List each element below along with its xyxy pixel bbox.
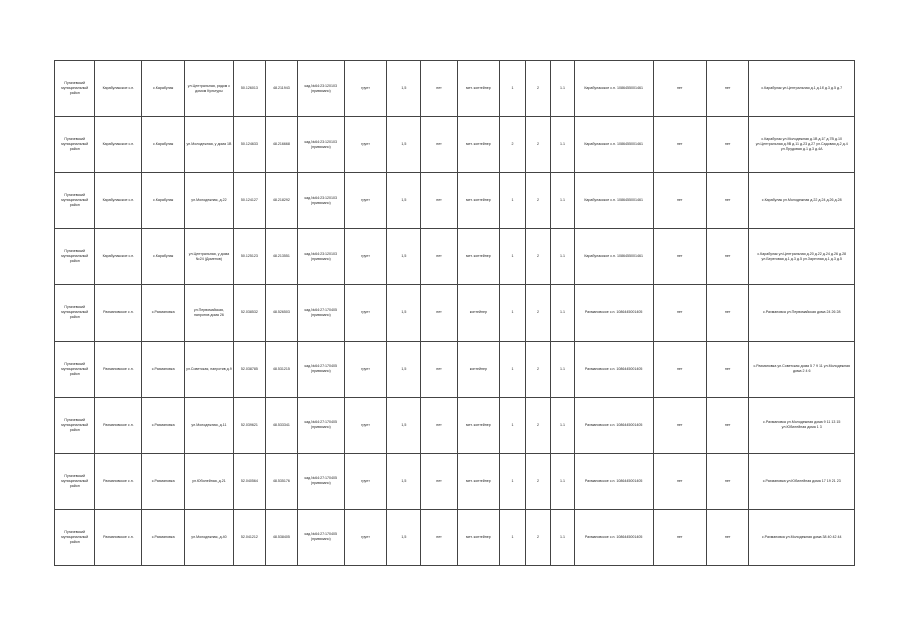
cell-size: 1,5 [387, 229, 421, 285]
cell-count1: 1 [500, 509, 526, 565]
cell-lat: 52.039621 [233, 397, 265, 453]
cell-count1: 1 [500, 173, 526, 229]
table-body [55, 61, 855, 566]
cell-fence: нет [421, 397, 457, 453]
cell-fence: нет [421, 509, 457, 565]
cell-count2: 2 [525, 229, 551, 285]
cell-size: 1,5 [387, 61, 421, 117]
cell-type: мет. контейнер [457, 173, 500, 229]
cell-settlement: Карабулакское с.п. [95, 173, 142, 229]
registry-table [54, 60, 855, 566]
cell-district: Пугачевский муниципальный район [55, 285, 95, 341]
cell-count1: 1 [500, 397, 526, 453]
cell-sources: с.Рахмановка ул.Молодежная дома 9 11 13 15 ул.Юбилейная дома 1 3 [749, 397, 855, 453]
cell-address: ул.Советская, напротив д.9 [184, 341, 233, 397]
cell-type: мет. контейнер [457, 117, 500, 173]
cell-lon: 48.218292 [265, 173, 297, 229]
cell-area: кад.№64:23:120103 (привязано) [297, 173, 344, 229]
cell-locality: с.Карабулак [142, 61, 185, 117]
cell-extra1: нет [653, 173, 706, 229]
cell-lon: 48.216668 [265, 117, 297, 173]
cell-cover: грунт [344, 173, 387, 229]
cell-locality: с.Рахмановка [142, 453, 185, 509]
cell-address: ул.Центральная, у дома №24 (Доменов) [184, 229, 233, 285]
cell-area: кад.№64:23:120103 (привязано) [297, 61, 344, 117]
cell-fence: нет [421, 61, 457, 117]
cell-count1: 1 [500, 61, 526, 117]
cell-settlement: Карабулакское с.п. [95, 61, 142, 117]
cell-count1: 1 [500, 453, 526, 509]
cell-count1: 1 [500, 341, 526, 397]
cell-area: кад.№64:27:170405 (привязано) [297, 341, 344, 397]
cell-address: ул.Молодежная, д.22 [184, 173, 233, 229]
cell-cover: грунт [344, 453, 387, 509]
cell-type: мет. контейнер [457, 61, 500, 117]
cell-locality: с.Карабулак [142, 229, 185, 285]
cell-extra1: нет [653, 453, 706, 509]
cell-lat: 52.041212 [233, 509, 265, 565]
cell-area: кад.№64:27:170405 (привязано) [297, 285, 344, 341]
cell-sources: с.Карабулак ул.Центральная д.20 д.22 д.24 д.26 д.28 ул.Береговая д.1 д.3 д.5 ул.Заречная д.1 д.3 д.5 [749, 229, 855, 285]
cell-count2: 2 [525, 453, 551, 509]
cell-owner: Карабулакское с.п. 1086455001461 [574, 61, 653, 117]
cell-sources: с.Карабулак ул.Молодежная д.22 д.24 д.26 д.28 [749, 173, 855, 229]
cell-lat: 50.125123 [233, 229, 265, 285]
cell-type: контейнер [457, 341, 500, 397]
table-row [55, 509, 855, 565]
cell-area: кад.№64:27:170405 (привязано) [297, 453, 344, 509]
cell-extra2: нет [706, 61, 749, 117]
cell-volume: 1.1 [551, 397, 574, 453]
cell-fence: нет [421, 173, 457, 229]
cell-count1: 2 [500, 117, 526, 173]
cell-lon: 48.533341 [265, 397, 297, 453]
cell-lon: 48.538405 [265, 509, 297, 565]
cell-settlement: Карабулакское с.п. [95, 229, 142, 285]
cell-count2: 2 [525, 117, 551, 173]
cell-extra2: нет [706, 173, 749, 229]
cell-type: мет. контейнер [457, 397, 500, 453]
cell-lon: 48.211943 [265, 61, 297, 117]
cell-cover: грунт [344, 117, 387, 173]
cell-district: Пугачевский муниципальный район [55, 341, 95, 397]
cell-extra1: нет [653, 229, 706, 285]
cell-lon: 48.531215 [265, 341, 297, 397]
cell-settlement: Рахмановское с.п. [95, 285, 142, 341]
cell-volume: 1.1 [551, 453, 574, 509]
cell-lat: 50.126013 [233, 61, 265, 117]
cell-owner: Рахмановское с.п. 1086445001405 [574, 397, 653, 453]
cell-volume: 1.1 [551, 229, 574, 285]
cell-type: мет. контейнер [457, 509, 500, 565]
cell-count2: 2 [525, 285, 551, 341]
cell-type: мет. контейнер [457, 453, 500, 509]
cell-volume: 1.1 [551, 509, 574, 565]
cell-size: 1,5 [387, 117, 421, 173]
cell-settlement: Рахмановское с.п. [95, 509, 142, 565]
cell-sources: с.Рахмановка ул.Первомайская дома 24 26 28 [749, 285, 855, 341]
cell-locality: с.Карабулак [142, 117, 185, 173]
cell-address: ул.Центральная, рядом с домом Культуры [184, 61, 233, 117]
cell-district: Пугачевский муниципальный район [55, 117, 95, 173]
cell-settlement: Рахмановское с.п. [95, 341, 142, 397]
cell-district: Пугачевский муниципальный район [55, 509, 95, 565]
table-row [55, 173, 855, 229]
cell-locality: с.Рахмановка [142, 397, 185, 453]
cell-owner: Карабулакское с.п. 1086455001461 [574, 229, 653, 285]
cell-extra1: нет [653, 285, 706, 341]
cell-settlement: Карабулакское с.п. [95, 117, 142, 173]
cell-lat: 50.124127 [233, 173, 265, 229]
cell-sources: с.Рахмановка ул.Юбилейная дома 17 19 21 23 [749, 453, 855, 509]
table-row [55, 453, 855, 509]
table-row [55, 341, 855, 397]
cell-district: Пугачевский муниципальный район [55, 397, 95, 453]
cell-area: кад.№64:27:170405 (привязано) [297, 397, 344, 453]
cell-lat: 52.038532 [233, 285, 265, 341]
cell-volume: 1.1 [551, 117, 574, 173]
cell-extra2: нет [706, 285, 749, 341]
cell-type: мет. контейнер [457, 229, 500, 285]
cell-locality: с.Рахмановка [142, 509, 185, 565]
cell-owner: Рахмановское с.п. 1086445001405 [574, 285, 653, 341]
cell-extra2: нет [706, 509, 749, 565]
table-row [55, 117, 855, 173]
cell-volume: 1.1 [551, 173, 574, 229]
cell-size: 1,5 [387, 509, 421, 565]
table-row [55, 229, 855, 285]
cell-area: кад.№64:27:170405 (привязано) [297, 509, 344, 565]
cell-extra1: нет [653, 61, 706, 117]
cell-owner: Карабулакское с.п. 1086455001461 [574, 117, 653, 173]
cell-volume: 1.1 [551, 285, 574, 341]
cell-settlement: Рахмановское с.п. [95, 453, 142, 509]
cell-locality: с.Рахмановка [142, 341, 185, 397]
cell-lat: 52.040564 [233, 453, 265, 509]
cell-owner: Карабулакское с.п. 1086455001461 [574, 173, 653, 229]
cell-cover: грунт [344, 285, 387, 341]
cell-extra1: нет [653, 397, 706, 453]
cell-extra2: нет [706, 341, 749, 397]
cell-cover: грунт [344, 341, 387, 397]
cell-address: ул.Молодежная, д.40 [184, 509, 233, 565]
cell-extra1: нет [653, 509, 706, 565]
cell-count1: 1 [500, 285, 526, 341]
cell-size: 1,5 [387, 341, 421, 397]
cell-locality: с.Рахмановка [142, 285, 185, 341]
cell-size: 1,5 [387, 453, 421, 509]
cell-owner: Рахмановское с.п. 1086445001405 [574, 509, 653, 565]
cell-size: 1,5 [387, 173, 421, 229]
cell-cover: грунт [344, 61, 387, 117]
table-row [55, 61, 855, 117]
cell-count2: 2 [525, 173, 551, 229]
cell-fence: нет [421, 453, 457, 509]
cell-district: Пугачевский муниципальный район [55, 229, 95, 285]
cell-cover: грунт [344, 397, 387, 453]
cell-cover: грунт [344, 229, 387, 285]
cell-size: 1,5 [387, 397, 421, 453]
cell-extra1: нет [653, 117, 706, 173]
cell-fence: нет [421, 341, 457, 397]
cell-lat: 52.038785 [233, 341, 265, 397]
cell-address: ул.Молодежная, д.11 [184, 397, 233, 453]
cell-district: Пугачевский муниципальный район [55, 173, 95, 229]
cell-area: кад.№64:23:120103 (привязано) [297, 117, 344, 173]
cell-cover: грунт [344, 509, 387, 565]
table-row [55, 285, 855, 341]
cell-fence: нет [421, 229, 457, 285]
cell-address: ул.Первомайская, напротив дома 26 [184, 285, 233, 341]
cell-sources: с.Рахмановка ул.Молодежная дома 38 40 42 44 [749, 509, 855, 565]
cell-owner: Рахмановское с.п. 1086445001405 [574, 341, 653, 397]
cell-lon: 48.526503 [265, 285, 297, 341]
cell-address: ул.Молодежная, у дома 1В [184, 117, 233, 173]
cell-sources: с.Рахмановка ул.Советская дома 5 7 9 11 ул.Молодежная дома 2 4 6 [749, 341, 855, 397]
cell-sources: с.Карабулак ул.Центральная д.1 д.1б д.3 д.5 д.7 [749, 61, 855, 117]
cell-lon: 48.213551 [265, 229, 297, 285]
cell-count2: 2 [525, 509, 551, 565]
cell-lat: 50.124633 [233, 117, 265, 173]
cell-type: контейнер [457, 285, 500, 341]
cell-volume: 1.1 [551, 341, 574, 397]
cell-size: 1,5 [387, 285, 421, 341]
cell-count2: 2 [525, 341, 551, 397]
cell-count2: 2 [525, 397, 551, 453]
cell-area: кад.№64:23:120103 (привязано) [297, 229, 344, 285]
cell-owner: Рахмановское с.п. 1086445001405 [574, 453, 653, 509]
cell-extra2: нет [706, 229, 749, 285]
table-row [55, 397, 855, 453]
cell-extra1: нет [653, 341, 706, 397]
cell-sources: с.Карабулак ул.Молодежная д.1В д.1Г д.7В д.10 ул.Центральная д.9В д.11 д.23 д.27 ул.Садовая д.2 д.4 ул.Прудовая д.1 д.3 д.4А [749, 117, 855, 173]
cell-extra2: нет [706, 397, 749, 453]
cell-settlement: Рахмановское с.п. [95, 397, 142, 453]
cell-address: ул.Юбилейная, д.21 [184, 453, 233, 509]
cell-lon: 48.535176 [265, 453, 297, 509]
cell-count2: 2 [525, 61, 551, 117]
cell-district: Пугачевский муниципальный район [55, 453, 95, 509]
cell-fence: нет [421, 117, 457, 173]
cell-extra2: нет [706, 117, 749, 173]
cell-volume: 1.1 [551, 61, 574, 117]
cell-district: Пугачевский муниципальный район [55, 61, 95, 117]
cell-extra2: нет [706, 453, 749, 509]
cell-count1: 1 [500, 229, 526, 285]
cell-fence: нет [421, 285, 457, 341]
cell-locality: с.Карабулак [142, 173, 185, 229]
